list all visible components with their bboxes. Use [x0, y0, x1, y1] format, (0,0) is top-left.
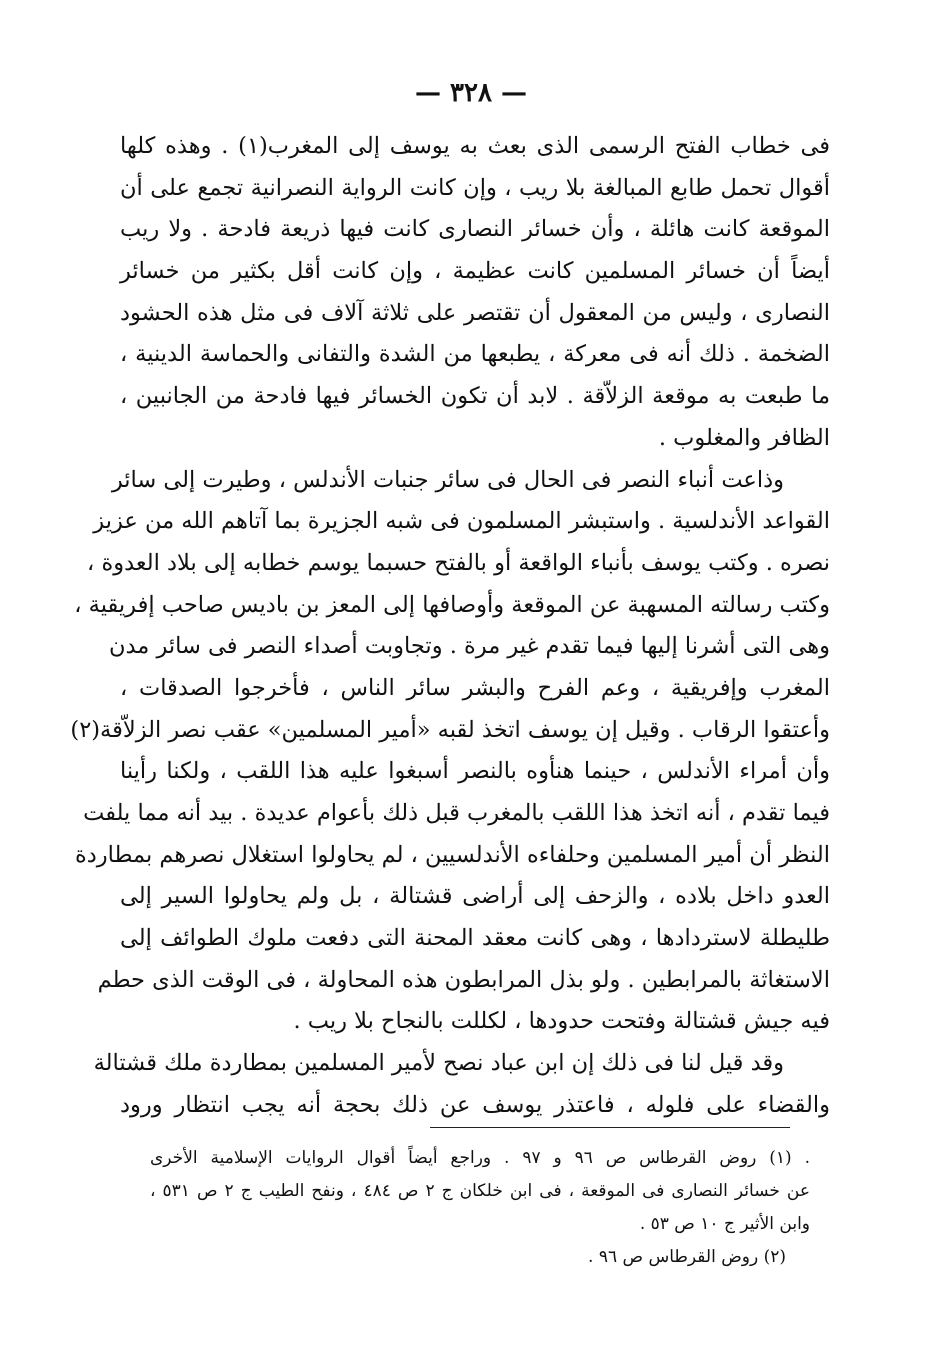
- text-line: المغرب وإفريقية ، وعم الفرح والبشر سائر الناس ، فأخرجوا الصدقات ،: [120, 674, 830, 701]
- text-line: ما طبعت به موقعة الزلاّقة . لابد أن تكون الخسائر فيها فادحة من الجانبين ،: [120, 383, 830, 410]
- footnote-line: . (١) روض القرطاس ص ٩٦ و ٩٧ . وراجع أيضاً أقوال الروايات الإسلامية الأخرى: [150, 1148, 810, 1168]
- footnotes: [150, 1142, 810, 1274]
- text-line: الظافر والمغلوب .: [658, 424, 830, 451]
- text-line: وكتب رسالته المسهبة عن الموقعة وأوصافها إلى المعز بن باديس صاحب إفريقية ،: [74, 591, 830, 618]
- text-line: وأن أمراء الأندلس ، حينما هنأوه بالنصر أسبغوا عليه هذا اللقب ، ولكنا رأينا: [120, 758, 830, 785]
- footnote-line: عن خسائر النصارى فى الموقعة ، فى ابن خلكان ج ٢ ص ٤٨٤ ، ونفح الطيب ج ٢ ص ٥٣١ ،: [150, 1181, 810, 1201]
- page-number: — ٣٢٨ —: [414, 78, 528, 108]
- text-line: الاستغاثة بالمرابطين . ولو بذل المرابطون هذه المحاولة ، فى الوقت الذى حطم: [97, 966, 830, 993]
- text-line: الموقعة كانت هائلة ، وأن خسائر النصارى كانت فيها ذريعة فادحة . ولا ريب: [120, 216, 830, 243]
- footnote-line: وابن الأثير ج ١٠ ص ٥٣ .: [639, 1214, 810, 1234]
- text-line: وأعتقوا الرقاب . وقيل إن يوسف اتخذ لقبه «أمير المسلمين» عقب نصر الزلاّقة(٢): [70, 716, 830, 743]
- text-line: وهى التى أشرنا إليها فيما تقدم غير مرة . وتجاوبت أصداء النصر فى سائر مدن: [108, 633, 830, 660]
- text-line: وقد قيل لنا فى ذلك إن ابن عباد نصح لأمير المسلمين بمطاردة ملك قشتالة: [93, 1050, 784, 1077]
- text-line: الضخمة . ذلك أنه فى معركة ، يطبعها من الشدة والتفانى والحماسة الدينية ،: [120, 341, 830, 368]
- text-line: فى خطاب الفتح الرسمى الذى بعث به يوسف إلى المغرب(١) . وهذه كلها: [120, 133, 831, 159]
- text-line: العدو داخل بلاده ، والزحف إلى أراضى قشتالة ، بل ولم يحاولوا السير إلى: [120, 883, 830, 910]
- text-line: وذاعت أنباء النصر فى الحال فى سائر جنبات الأندلس ، وطيرت إلى سائر: [111, 466, 784, 493]
- main-text: [70, 126, 831, 1127]
- text-line: نصره . وكتب يوسف بأنباء الواقعة أو بالفتح حسبما يوسم خطابه إلى بلاد العدوة ،: [87, 549, 830, 576]
- text-line: طليطلة لاستردادها ، وهى كانت معقد المحنة التى دفعت ملوك الطوائف إلى: [120, 925, 830, 952]
- text-line: فيما تقدم ، أنه اتخذ هذا اللقب بالمغرب قبل ذلك بأعوام عديدة . بيد أنه مما يلفت: [83, 800, 830, 826]
- footnote-divider: [430, 1127, 790, 1128]
- footnote-line: (٢) روض القرطاس ص ٩٦ .: [588, 1247, 786, 1267]
- text-line: النظر أن أمير المسلمين وحلفاءه الأندلسيين ، لم يحاولوا استغلال نصرهم بمطاردة: [74, 841, 830, 868]
- text-line: القواعد الأندلسية . واستبشر المسلمون فى شبه الجزيرة بما آتاهم الله من عزيز: [93, 508, 830, 535]
- text-line: فيه جيش قشتالة وفتحت حدودها ، لكللت بالنجاح بلا ريب .: [293, 1008, 830, 1035]
- text-line: النصارى ، وليس من المعقول أن تقتصر على ثلاثة آلاف فى مثل هذه الحشود: [120, 299, 830, 326]
- text-line: والقضاء على فلوله ، فاعتذر يوسف عن ذلك بحجة أنه يجب انتظار ورود: [120, 1091, 830, 1118]
- text-line: أقوال تحمل طابع المبالغة بلا ريب ، وإن كانت الرواية النصرانية تجمع على أن: [120, 174, 830, 201]
- text-line: أيضاً أن خسائر المسلمين كانت عظيمة ، وإن كانت أقل بكثير من خسائر: [120, 258, 830, 285]
